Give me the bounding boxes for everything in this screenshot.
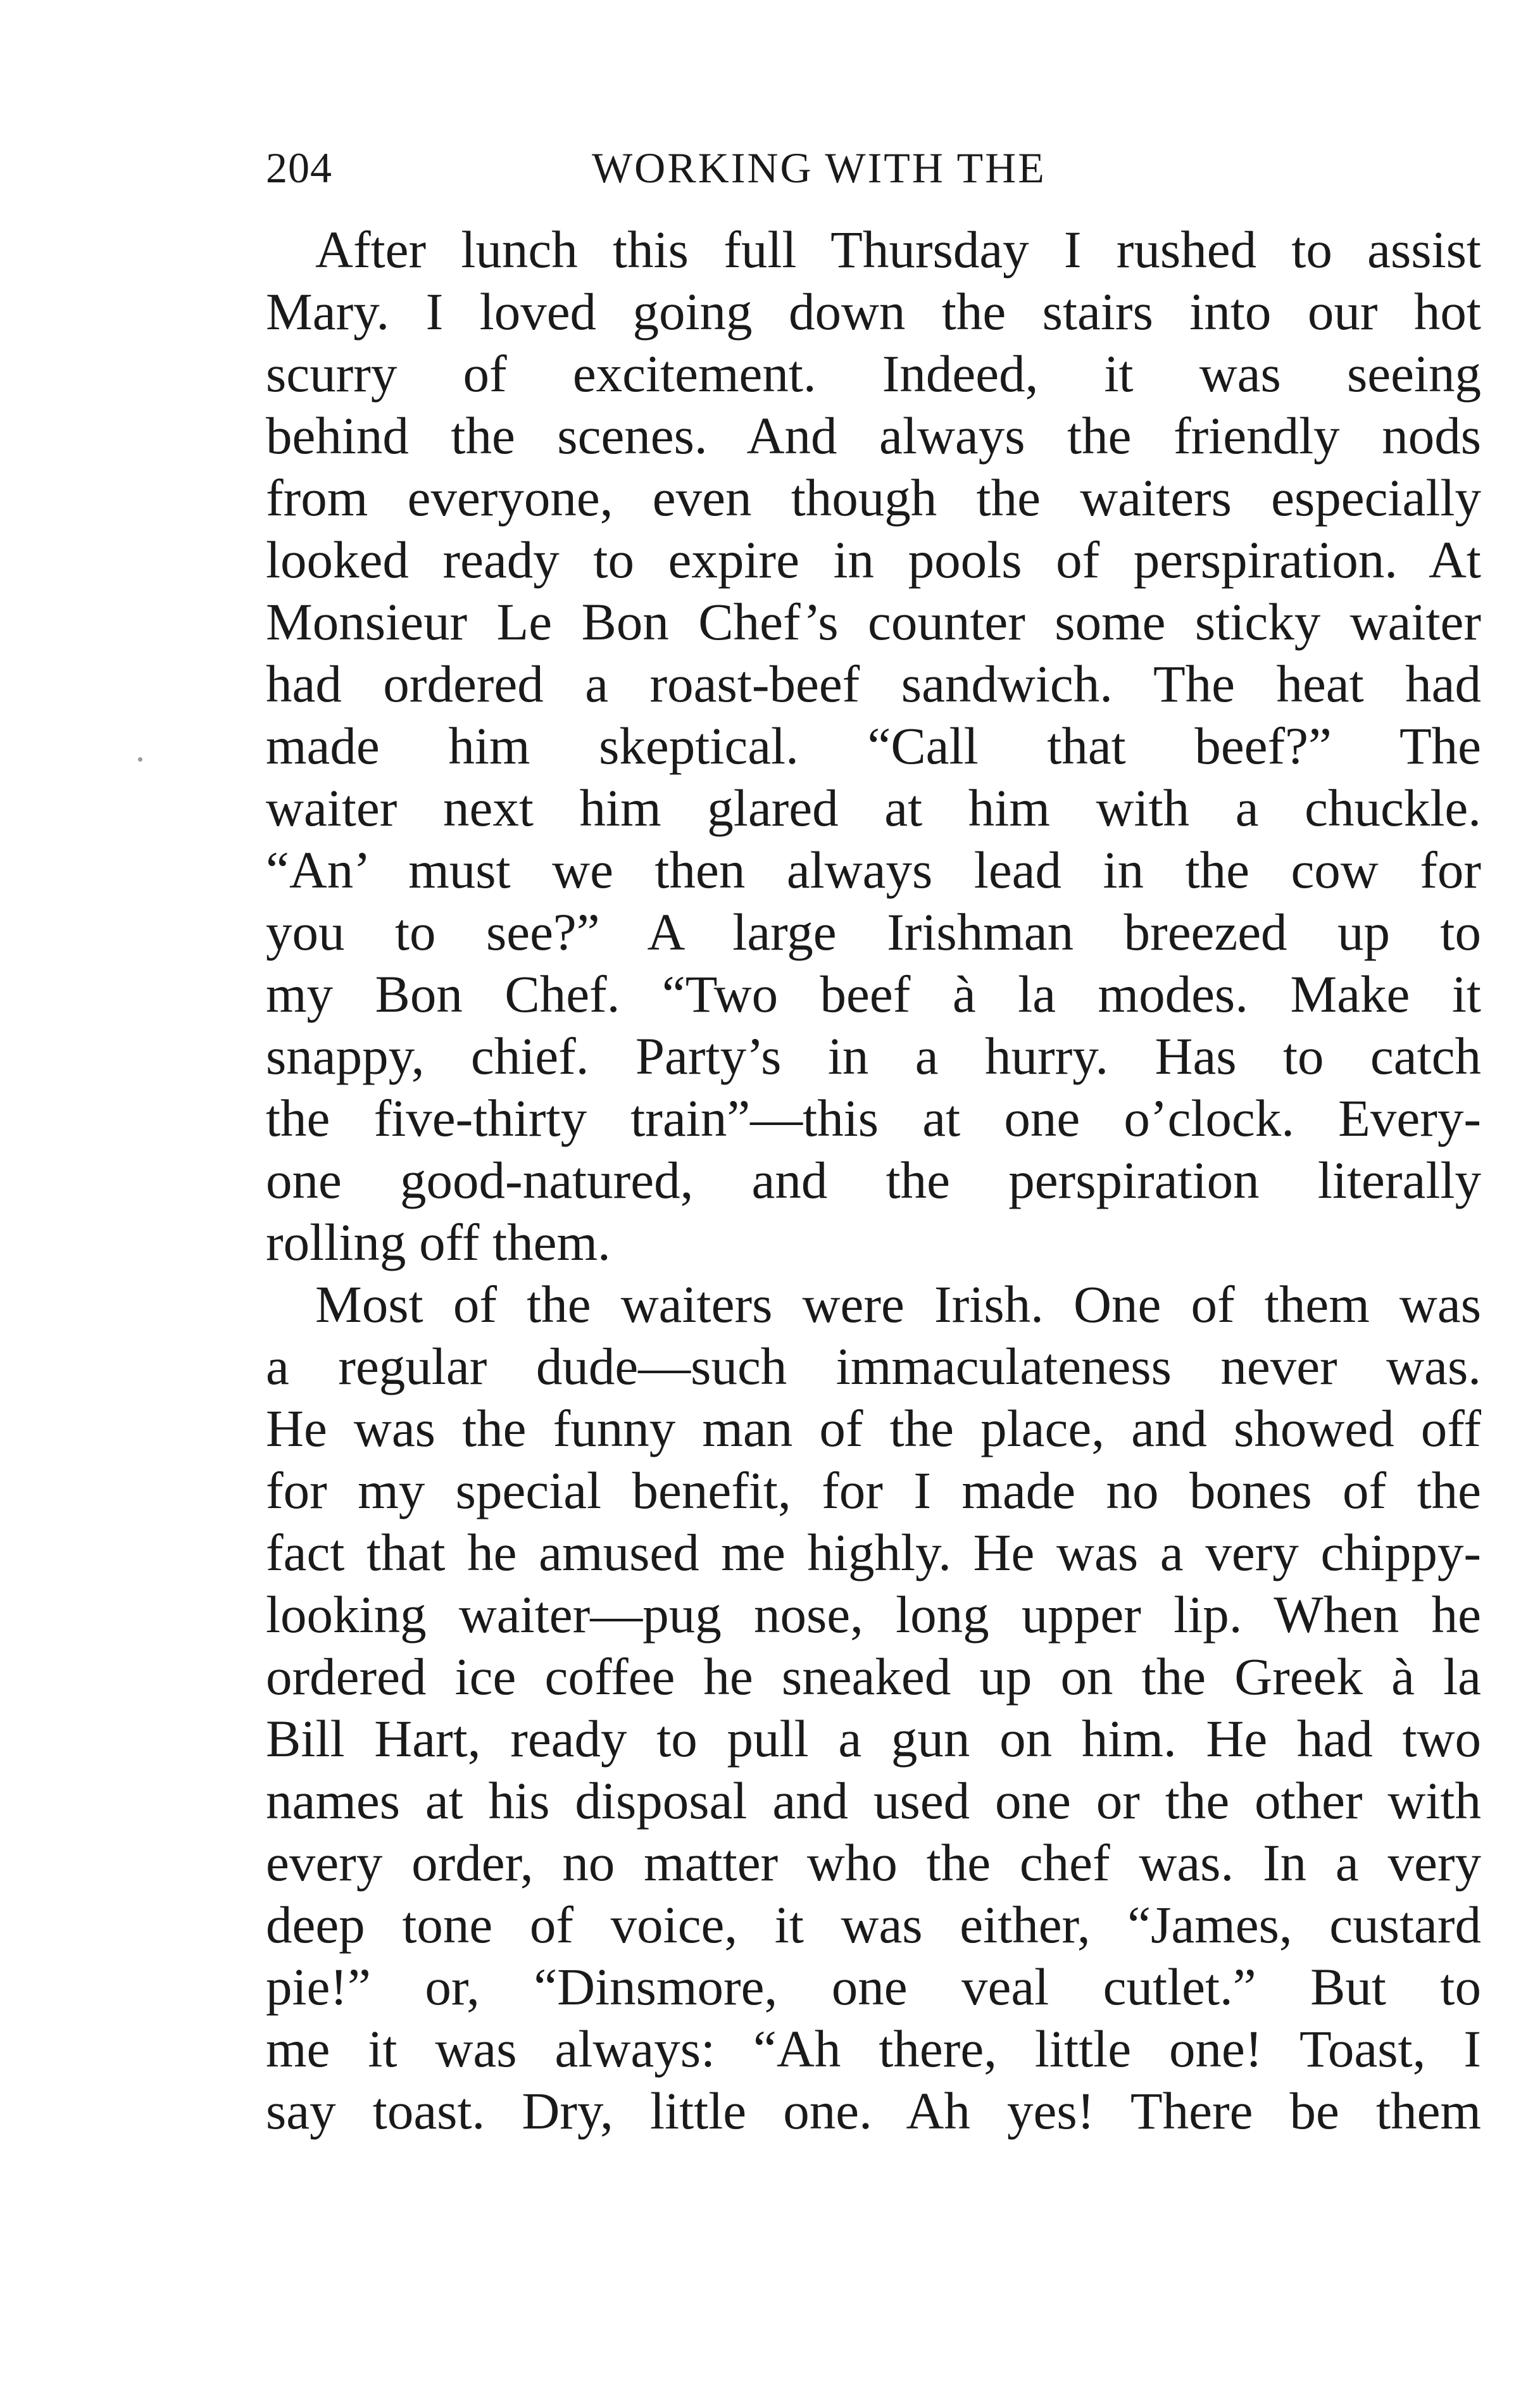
text-line: from everyone, even though the waiters especially [266,468,1481,527]
text-line: “An’ must we then always lead in the cow for [266,841,1481,899]
text-line: scurry of excitement. Indeed, it was seeing [266,344,1481,403]
text-line: a regular dude—such immaculateness never was. [266,1337,1481,1395]
text-line: every order, no matter who the chef was. In a very [266,1833,1481,1892]
text-line: Bill Hart, ready to pull a gun on him. He had two [266,1709,1481,1768]
text-line: looking waiter—pug nose, long upper lip. When he [266,1585,1481,1644]
text-line: pie!” or, “Dinsmore, one veal cutlet.” But to [266,1958,1481,2016]
text-line: made him skeptical. “Call that beef?” The [266,717,1481,775]
text-line: the five-thirty train”—this at one o’clock. Every- [266,1089,1481,1147]
text-line: snappy, chief. Party’s in a hurry. Has to catch [266,1027,1481,1085]
body-text [266,218,1481,2142]
text-line: my Bon Chef. “Two beef à la modes. Make it [266,965,1481,1023]
text-line: fact that he amused me highly. He was a very chippy- [266,1523,1481,1581]
text-line: me it was always: “Ah there, little one! Toast, I [266,2020,1481,2078]
page-number: 204 [266,144,332,192]
margin-speck [138,757,142,762]
text-line: Most of the waiters were Irish. One of them was [315,1275,1481,1333]
running-title: WORKING WITH THE [592,144,1046,192]
text-line: one good-natured, and the perspiration literally [266,1151,1481,1209]
text-line: deep tone of voice, it was either, “James, custard [266,1896,1481,1954]
text-line: After lunch this full Thursday I rushed to assist [315,220,1481,279]
text-line: rolling off them. [266,1213,611,1271]
paragraph [266,1273,1481,2142]
text-line: names at his disposal and used one or the other with [266,1771,1481,1830]
text-line: you to see?” A large Irishman breezed up to [266,903,1481,961]
text-line: Mary. I loved going down the stairs into our hot [266,282,1481,341]
text-line: Monsieur Le Bon Chef’s counter some sticky waiter [266,593,1481,651]
text-line: had ordered a roast-beef sandwich. The heat had [266,655,1481,713]
text-line: for my special benefit, for I made no bones of the [266,1461,1481,1519]
text-line: He was the funny man of the place, and showed off [266,1399,1481,1457]
text-line: looked ready to expire in pools of perspiration. At [266,531,1481,589]
paragraph [266,218,1481,1273]
text-line: behind the scenes. And always the friendly nods [266,406,1481,465]
text-line: waiter next him glared at him with a chuckle. [266,779,1481,837]
running-head [266,136,1481,199]
text-line: ordered ice coffee he sneaked up on the Greek à la [266,1647,1481,1706]
text-line: say toast. Dry, little one. Ah yes! There be them [266,2082,1481,2140]
